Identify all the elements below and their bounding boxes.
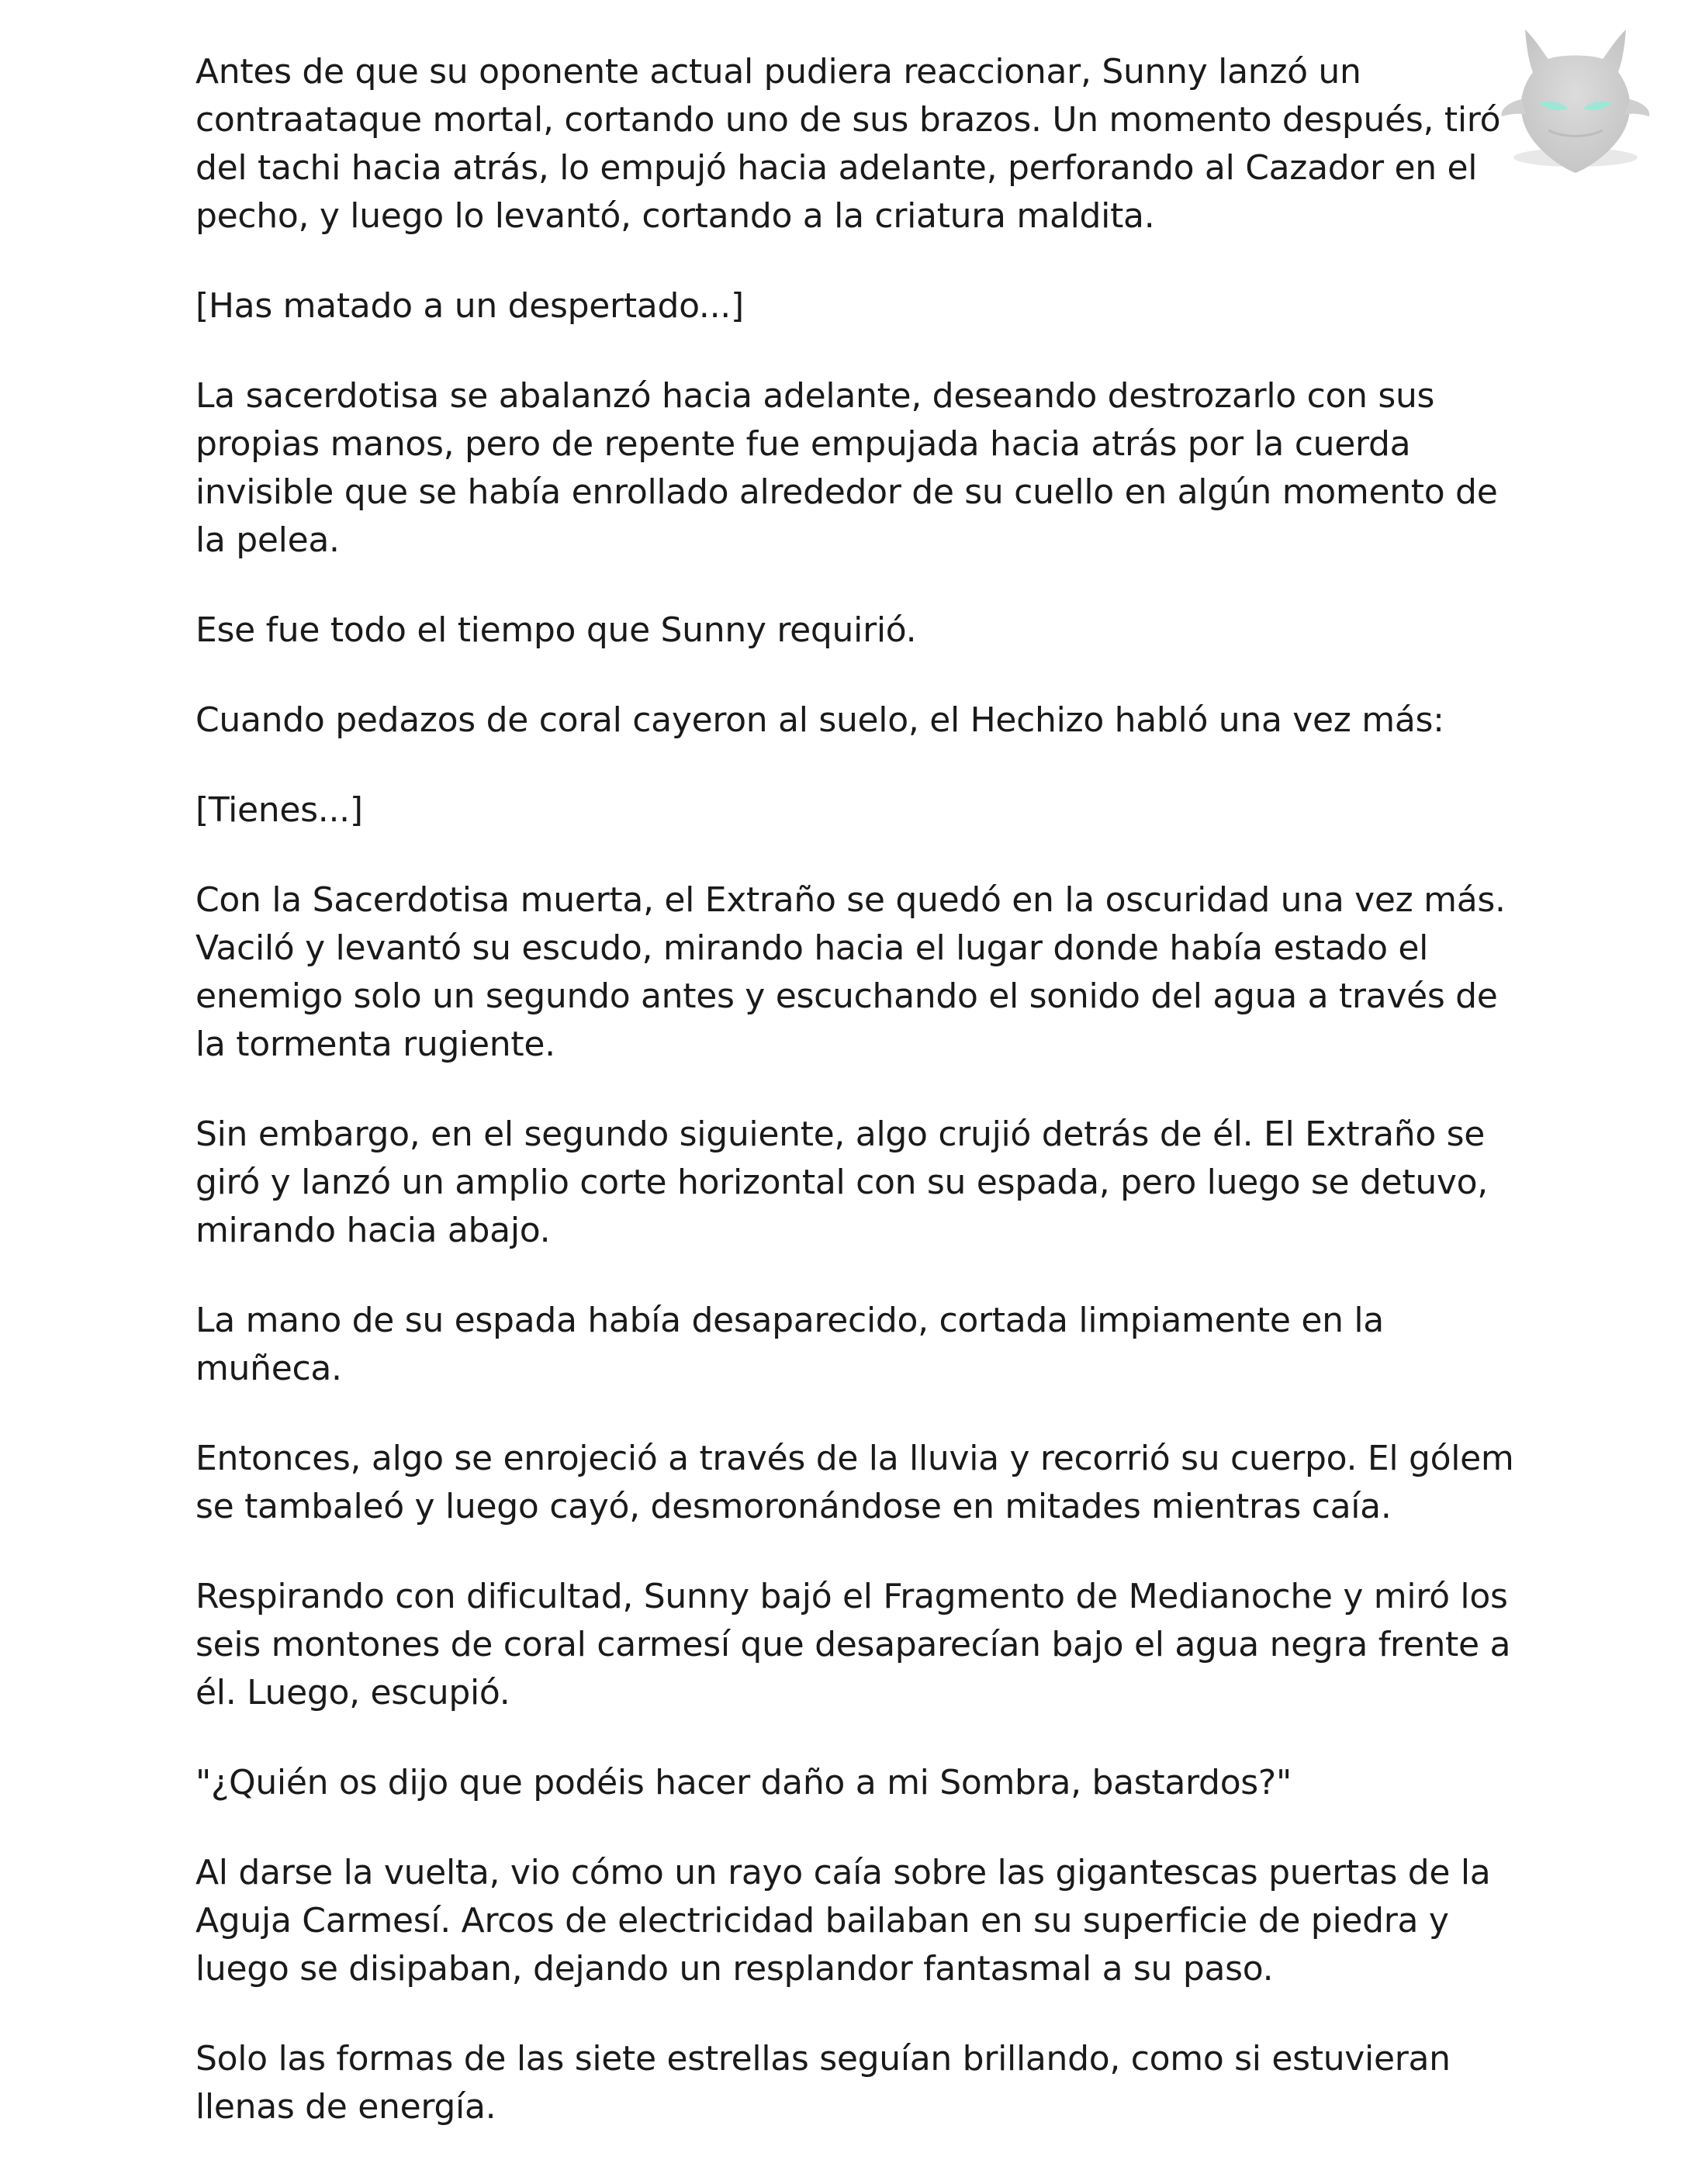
paragraph: Con la Sacerdotisa muerta, el Extraño se quedó en la oscuridad una vez más. Vaciló y levantó su escudo, mirando hacia el lugar donde había estado el enemigo solo un segundo antes y escuchando el sonido del agua a través de la tormenta rugiente.: [195, 880, 1506, 1064]
paragraph: Al darse la vuelta, vio cómo un rayo caía sobre las gigantescas puertas de la Aguja Carmesí. Arcos de electricidad bailaban en su superficie de piedra y luego se disipaban, dejando un resplandor fantasmal a su paso.: [195, 1853, 1491, 1989]
paragraph: Antes de que su oponente actual pudiera reaccionar, Sunny lanzó un contraataque mortal, cortando uno de sus brazos. Un momento después, tiró del tachi hacia atrás, lo empujó hacia adelante, perforando al Cazador en el pecho, y luego lo levantó, cortando a la criatura maldita.: [195, 52, 1501, 236]
paragraph: Entonces, algo se enrojeció a través de la lluvia y recorrió su cuerpo. El gólem se tambaleó y luego cayó, desmoronándose en mitades mientras caía.: [195, 1439, 1514, 1526]
paragraph: Respirando con dificultad, Sunny bajó el Fragmento de Medianoche y miró los seis montones de coral carmesí que desaparecían bajo el agua negra frente a él. Luego, escupió.: [195, 1577, 1511, 1712]
paragraph: Sin embargo, en el segundo siguiente, algo crujió detrás de él. El Extraño se giró y lanzó un amplio corte horizontal con su espada, pero luego se detuvo, mirando hacia abajo.: [195, 1114, 1488, 1250]
paragraph: Solo las formas de las siete estrellas seguían brillando, como si estuvieran llenas de energía.: [195, 2039, 1451, 2127]
paragraph: Cuando pedazos de coral cayeron al suelo, el Hechizo habló una vez más:: [195, 700, 1444, 740]
document-body: [195, 48, 1514, 2173]
paragraph: [Has matado a un despertado...]: [195, 286, 744, 326]
paragraph: La sacerdotisa se abalanzó hacia adelante, deseando destrozarlo con sus propias manos, pero de repente fue empujada hacia atrás por la cuerda invisible que se había enrollado alrededor de su cuello en algún momento de la pelea.: [195, 376, 1498, 560]
paragraph: La mano de su espada había desaparecido, cortada limpiamente en la muñeca.: [195, 1301, 1384, 1388]
paragraph: Ese fue todo el tiempo que Sunny requirió.: [195, 610, 917, 650]
paragraph: [Tienes...]: [195, 790, 363, 830]
logo-graphic: [1494, 14, 1657, 185]
horned-demon-mask-icon: [1494, 14, 1657, 185]
paragraph: "¿Quién os dijo que podéis hacer daño a mi Sombra, bastardos?": [195, 1763, 1292, 1802]
